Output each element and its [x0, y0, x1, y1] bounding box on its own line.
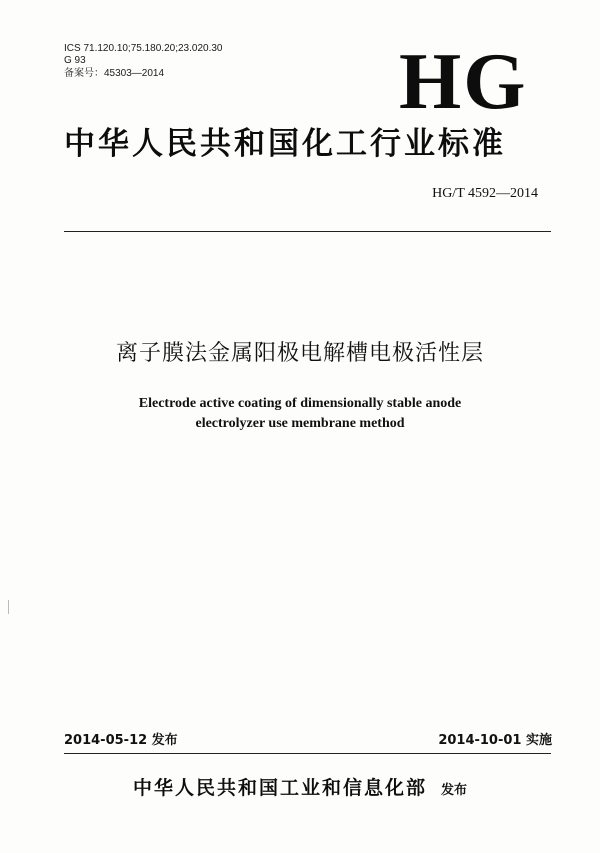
classification-code: G 93: [64, 55, 86, 66]
top-divider: [64, 231, 551, 232]
hg-logo: HG: [399, 38, 528, 126]
issue-date: 2014-05-12 发布: [64, 733, 178, 748]
ics-code: ICS 71.120.10;75.180.20;23.020.30: [64, 43, 223, 54]
implementation-date: 2014-10-01 实施: [438, 733, 552, 748]
document-title-english-line2: electrolyzer use membrane method: [195, 416, 405, 431]
standard-number: HG/T 4592—2014: [432, 186, 538, 201]
issuing-authority: [0, 775, 600, 804]
document-title-english-line1: Electrode active coating of dimensionally stable anode: [138, 396, 462, 411]
record-number: 备案号：45303—2014: [64, 68, 165, 79]
bottom-divider: [64, 753, 551, 754]
scan-artifact: [8, 600, 9, 614]
issuing-organization: 中华人民共和国工业和信息化部: [132, 777, 427, 799]
document-title-chinese: 离子膜法金属阳极电解槽电极活性层: [115, 341, 484, 366]
publish-label: 发布: [441, 783, 468, 798]
standard-category-title: 中华人民共和国化工行业标准: [64, 126, 506, 162]
